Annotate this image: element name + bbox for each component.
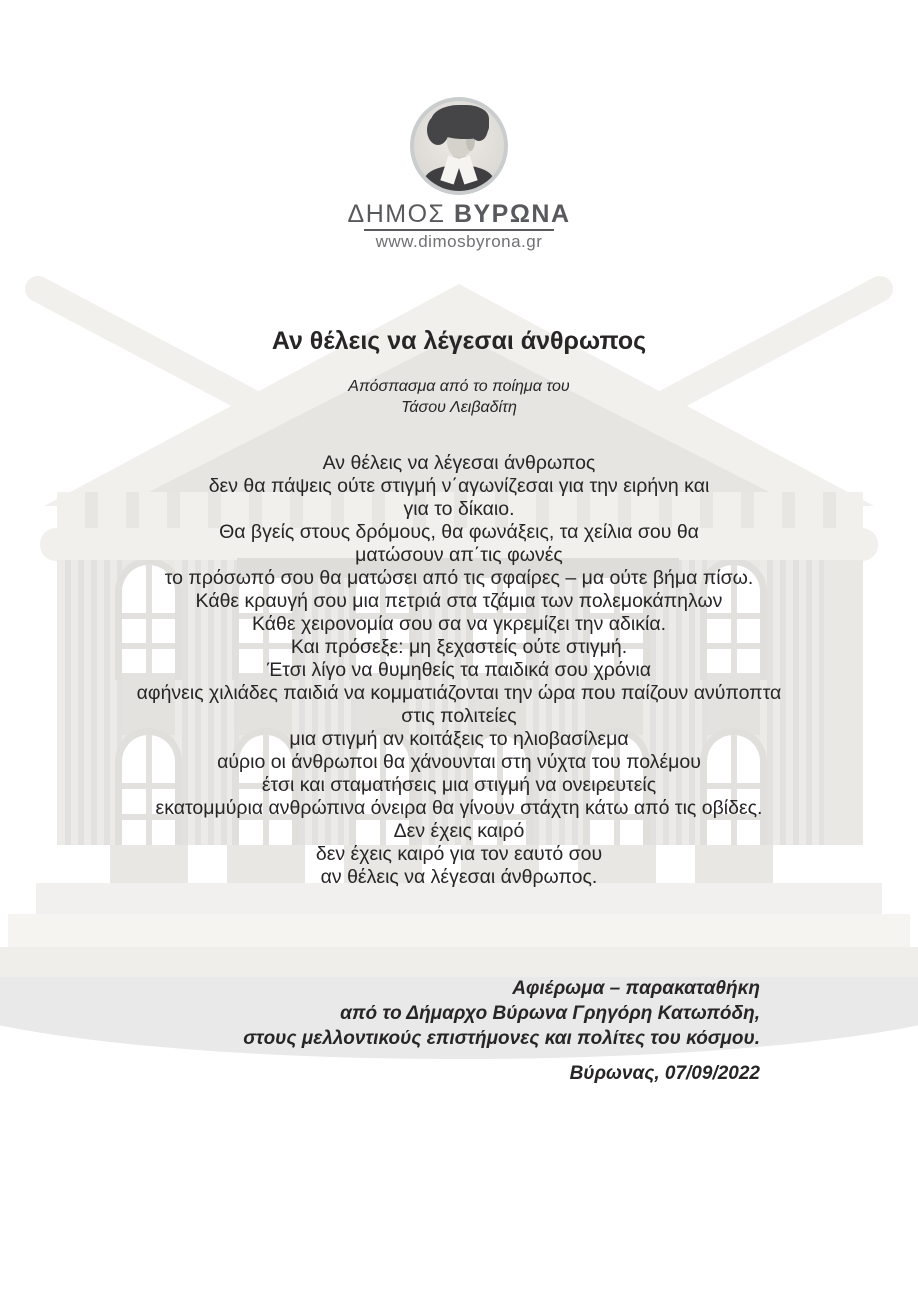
- dedication-line-3: στους μελλοντικούς επιστήμονες και πολίτες του κόσμου.: [243, 1028, 760, 1049]
- place-and-date: Βύρωνας, 07/09/2022: [569, 1063, 760, 1084]
- municipality-logo: [0, 97, 918, 252]
- byron-portrait-engraving: [414, 101, 504, 191]
- temple-step-middle: [8, 914, 910, 947]
- poem-line: ματώσουν απ΄τις φωνές: [355, 544, 563, 566]
- poem-line: αύριο οι άνθρωποι θα χάνουνται στη νύχτα του πολέμου: [217, 751, 701, 773]
- website-url: www.dimosbyrona.gr: [375, 232, 543, 251]
- poem-subtitle-line-1: Απόσπασμα από το ποίημα του: [348, 378, 570, 395]
- poem-body: [69, 452, 849, 889]
- poem-title: Αν θέλεις να λέγεσαι άνθρωπος: [271, 327, 647, 355]
- poem-line: Κάθε κραυγή σου μια πετριά στα τζάμια των πολεμοκάπηλων: [195, 590, 723, 612]
- dedication-block: [140, 976, 760, 1051]
- municipality-name-bold: ΒΥΡΩΝΑ: [453, 200, 571, 228]
- poem-line: εκατομμύρια ανθρώπινα όνειρα θα γίνουν στάχτη κάτω από τις οβίδες.: [155, 797, 763, 819]
- poem-line: Έτσι λίγο να θυμηθείς τα παιδικά σου χρόνια: [266, 659, 652, 681]
- portrait-hair-right: [470, 115, 488, 141]
- poem-line: Αν θέλεις να λέγεσαι άνθρωπος: [322, 452, 596, 474]
- municipality-name-light: ΔΗΜΟΣ: [347, 200, 446, 228]
- municipality-name: [0, 201, 918, 227]
- poem-line: Και πρόσεξε: μη ξεχαστείς ούτε στιγμή.: [290, 636, 628, 658]
- poem-line: αν θέλεις να λέγεσαι άνθρωπος.: [320, 866, 598, 888]
- poem-line: το πρόσωπό σου θα ματώσει από τις σφαίρες – μα ούτε βήμα πίσω.: [164, 567, 754, 589]
- poem-line: δεν θα πάψεις ούτε στιγμή ν΄αγωνίζεσαι για την ειρήνη και: [208, 475, 710, 497]
- poem-line: Κάθε χειρονομία σου σα να γκρεμίζει την αδικία.: [251, 613, 667, 635]
- dedication-line-2: από το Δήμαρχο Βύρωνα Γρηγόρη Κατωπόδη,: [340, 1003, 760, 1024]
- portrait-hair-left: [427, 115, 449, 145]
- poem-line: Δεν έχεις καιρό: [393, 820, 525, 842]
- dedication-line-1: Αφιέρωμα – παρακαταθήκη: [512, 978, 760, 999]
- poem-subtitle-line-2: Τάσου Λειβαδίτη: [401, 399, 517, 416]
- poem-line: μια στιγμή αν κοιτάξεις το ηλιοβασίλεμα: [289, 728, 629, 750]
- poem-line: για το δίκαιο.: [403, 498, 515, 520]
- byron-portrait-icon: [410, 97, 508, 195]
- poem-line: στις πολιτείες: [401, 705, 517, 727]
- poem-line: δεν έχεις καιρό για τον εαυτό σου: [315, 843, 603, 865]
- poem-line: αφήνεις χιλιάδες παιδιά να κομματιάζονται την ώρα που παίζουν ανύποπτα: [136, 682, 782, 704]
- logo-divider-line: [364, 229, 554, 231]
- temple-step-bottom: [0, 947, 918, 977]
- poem-subtitle: [0, 376, 918, 418]
- poem-line: έτσι και σταματήσεις μια στιγμή να ονειρευτείς: [261, 774, 657, 796]
- poem-line: Θα βγείς στους δρόμους, θα φωνάξεις, τα χείλια σου θα: [219, 521, 699, 543]
